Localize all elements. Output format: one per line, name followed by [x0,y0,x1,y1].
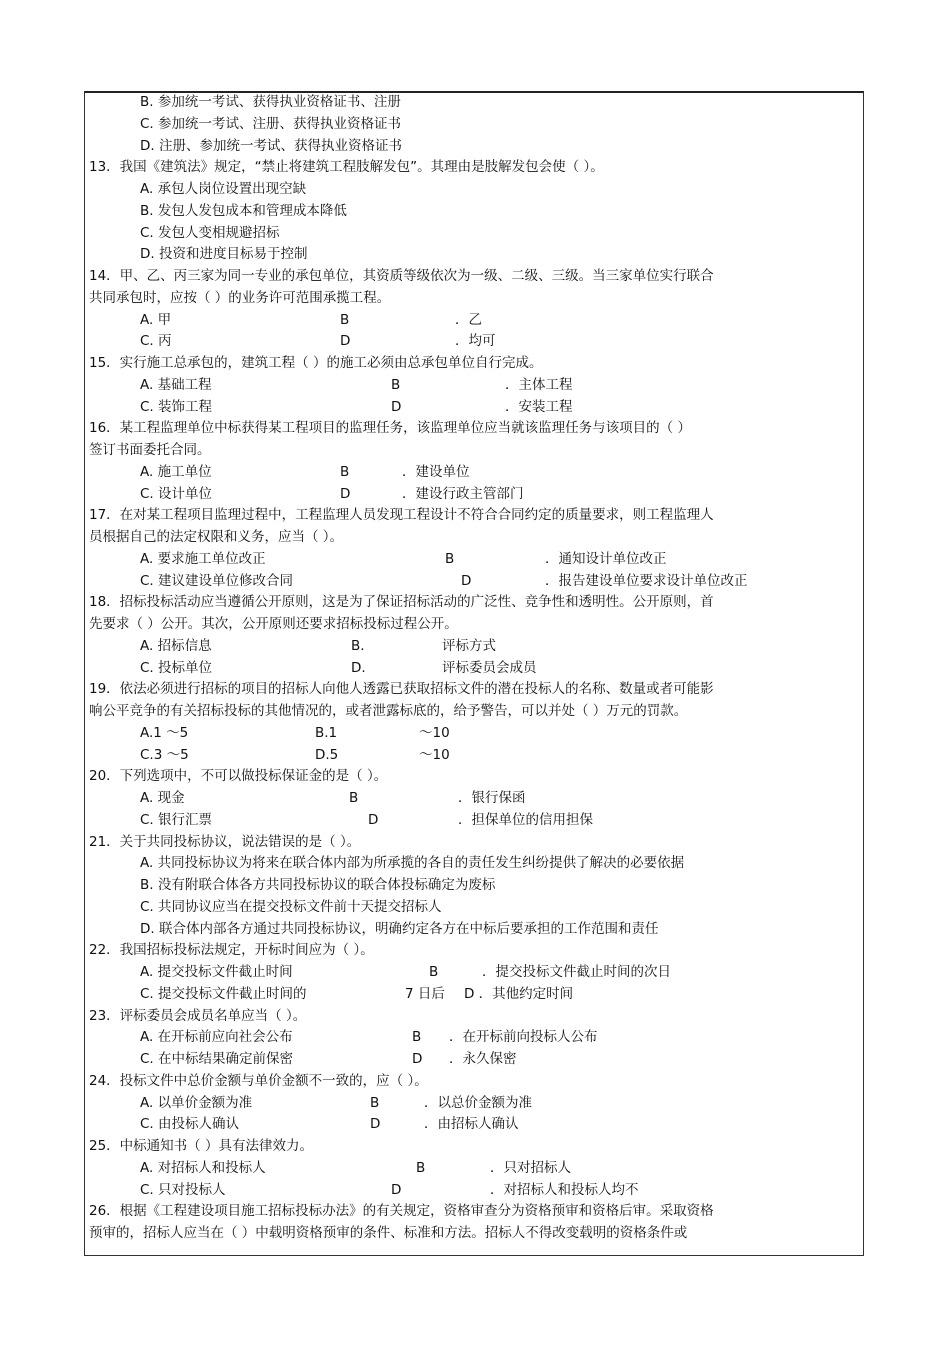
option-right-text: ．通知设计单位改正 [545,550,667,567]
option-left: C. 银行汇票 [140,811,213,828]
option-row [89,1049,861,1071]
option-row [89,984,861,1006]
option-right-letter: B [416,1159,426,1176]
question-stem: 13．我国《建筑法》规定，“禁止将建筑工程肢解发包”。其理由是肢解发包会使（ ）。 [89,159,604,176]
option-right-letter: D [340,485,351,502]
option-left: C. 投标单位 [140,659,213,676]
option-right-letter: D [391,1181,402,1198]
option-line: B. 没有附联合体各方共同投标协议的联合体投标确定为废标 [140,877,496,893]
option-left: A. 招标信息 [140,637,212,654]
option-row [89,1114,861,1136]
option-right-text: ．均可 [455,333,496,350]
question-stem: 24．投标文件中总价金额与单价金额不一致的，应（ ）。 [89,1072,428,1089]
question-stem: 先要求（ ）公开。其次，公开原则还要求招标投标过程公开。 [89,616,458,632]
option-right-letter: B.1 [315,724,338,741]
option-left: C.3 ～5 [140,746,189,763]
option-row [89,571,861,593]
question-stem: 26．根据《工程建设项目施工招标投标办法》的有关规定，资格审查分为资格预审和资格后审。采取资格 [89,1203,714,1220]
option-row [89,636,861,658]
option-left: A. 在开标前应向社会公布 [140,1029,293,1046]
question-stem: 响公平竞争的有关招标投标的其他情况的，或者泄露标底的，给予警告，可以并处（ ）万元的罚款。 [89,703,688,719]
option-left: C. 只对投标人 [140,1181,226,1198]
option-left: C. 由投标人确认 [140,1116,240,1133]
option-right-text: D ．其他约定时间 [464,985,574,1002]
option-left: C. 提交投标文件截止时间的 [140,985,307,1002]
question-stem: 25．中标通知书（ ）具有法律效力。 [89,1138,313,1154]
option-right-letter: B [445,550,455,567]
option-row [89,962,861,984]
option-row [89,1180,861,1202]
option-right-text: ～10 [419,724,450,741]
option-right-text: ．在开标前向投标人公布 [449,1029,598,1046]
option-left: A. 现金 [140,790,185,806]
question-stem: 17．在对某工程项目监理过程中，工程监理人员发现工程设计不符合合同约定的质量要求，则工程监理人 [89,507,714,524]
option-right-text: ～10 [419,746,450,763]
question-stem: 23．评标委员会成员名单应当（ ）。 [89,1007,307,1024]
option-right-letter: B [370,1094,380,1111]
option-right-letter: B [349,790,359,806]
option-right-letter: B. [351,637,365,654]
option-right-text: 评标方式 [442,637,496,654]
option-row [89,745,861,767]
question-stem: 员根据自己的法定权限和义务，应当（ ）。 [89,529,344,545]
option-right-letter: 7 日后 [405,985,445,1002]
option-right-text: ．建设行政主管部门 [402,485,524,502]
option-line: C. 参加统一考试、注册、获得执业资格证书 [140,115,402,132]
question-stem: 15．实行施工总承包的，建筑工程（ ）的施工必须由总承包单位自行完成。 [89,355,543,371]
option-line: C. 发包人变相规避招标 [140,224,280,241]
option-line: C. 共同协议应当在提交投标文件前十天提交招标人 [140,898,442,915]
option-row [89,310,861,332]
option-left: A. 施工单位 [140,463,212,480]
option-right-text: ．对招标人和投标人均不 [490,1181,639,1198]
option-right-letter: B [429,964,439,980]
option-left: A. 对招标人和投标人 [140,1159,266,1176]
option-left: C. 设计单位 [140,485,213,502]
option-row [89,331,861,353]
option-right-letter: D [461,572,472,589]
option-row [89,788,861,810]
option-right-text: ．乙 [455,311,482,328]
option-right-letter: D [370,1116,381,1133]
option-line: A. 共同投标协议为将来在联合体内部为所承揽的各自的责任发生纠纷提供了解决的必要依据 [140,855,685,872]
option-line: D. 联合体内部各方通过共同投标协议，明确约定各方在中标后要承担的工作范围和责任 [140,920,659,937]
option-left: A.1 ～5 [140,724,189,741]
option-row [89,1027,861,1049]
question-stem: 19．依法必须进行招标的项目的招标人向他人透露已获取招标文件的潜在投标人的名称、数量或者可能影 [89,681,714,698]
option-right-letter: B [412,1029,422,1046]
option-left: C. 在中标结果确定前保密 [140,1051,294,1067]
option-right-text: ．提交投标文件截止时间的次日 [482,964,671,980]
question-stem: 14．甲、乙、丙三家为同一专业的承包单位，其资质等级依次为一级、二级、三级。当三家单位实行联合 [89,268,714,284]
option-left: C. 建议建设单位修改合同 [140,572,294,589]
option-left: A. 要求施工单位改正 [140,550,266,567]
option-left: A. 基础工程 [140,376,212,393]
option-right-letter: D [340,333,351,350]
option-line: B. 发包人发包成本和管理成本降低 [140,202,347,219]
option-right-letter: B [340,311,350,328]
option-left: C. 丙 [140,333,172,350]
question-stem: 签订书面委托合同。 [89,442,211,458]
question-stem: 16．某工程监理单位中标获得某工程项目的监理任务，该监理单位应当就该监理任务与该项目的（ ） [89,420,691,437]
option-right-text: 评标委员会成员 [442,659,537,676]
option-right-text: ．担保单位的信用担保 [458,811,593,828]
option-row [89,723,861,745]
question-stem: 21．关于共同投标协议，说法错误的是（ ）。 [89,833,361,850]
option-row [89,658,861,680]
question-stem: 18．招标投标活动应当遵循公开原则，这是为了保证招标活动的广泛性、竞争性和透明性。公开原则，首 [89,594,714,611]
option-right-letter: B [340,463,350,480]
option-left: A. 以单价金额为准 [140,1094,253,1111]
option-right-text: ．银行保函 [458,790,526,806]
option-right-letter: D [412,1051,423,1067]
option-row [89,484,861,506]
option-right-text: ．建设单位 [402,463,470,480]
option-left: C. 装饰工程 [140,398,213,415]
option-row [89,1093,861,1115]
option-line: D. 投资和进度目标易于控制 [140,246,308,263]
option-right-letter: D.5 [315,746,339,763]
option-line: D. 注册、参加统一考试、获得执业资格证书 [140,137,402,154]
option-right-letter: D [368,811,379,828]
option-right-text: ．永久保密 [449,1051,517,1067]
question-stem: 22．我国招标投标法规定，开标时间应为（ ）。 [89,942,374,959]
option-row [89,1158,861,1180]
option-line: A. 承包人岗位设置出现空缺 [140,181,307,197]
option-right-letter: D [391,398,402,415]
option-left: A. 提交投标文件截止时间 [140,964,293,980]
option-right-text: ．只对招标人 [490,1159,571,1176]
option-right-letter: B [391,376,401,393]
option-right-text: ．主体工程 [505,376,573,393]
option-row [89,549,861,571]
option-right-text: ．报告建设单位要求设计单位改正 [545,572,748,589]
question-list [89,92,861,1245]
option-left: A. 甲 [140,311,172,328]
option-row [89,462,861,484]
question-stem: 共同承包时，应按（ ）的业务许可范围承揽工程。 [89,289,391,306]
option-right-text: ．由招标人确认 [424,1116,519,1133]
question-stem: 预审的，招标人应当在（ ）中载明资格预审的条件、标准和方法。招标人不得改变载明的资格条件或 [89,1225,688,1241]
option-row [89,375,861,397]
option-right-letter: D. [351,659,366,676]
option-line: B. 参加统一考试、获得执业资格证书、注册 [140,94,401,110]
question-stem: 20．下列选项中，不可以做投标保证金的是（ ）。 [89,768,388,785]
option-row [89,397,861,419]
option-row [89,810,861,832]
option-right-text: ．以总价金额为准 [424,1094,532,1111]
option-right-text: ．安装工程 [505,398,573,415]
